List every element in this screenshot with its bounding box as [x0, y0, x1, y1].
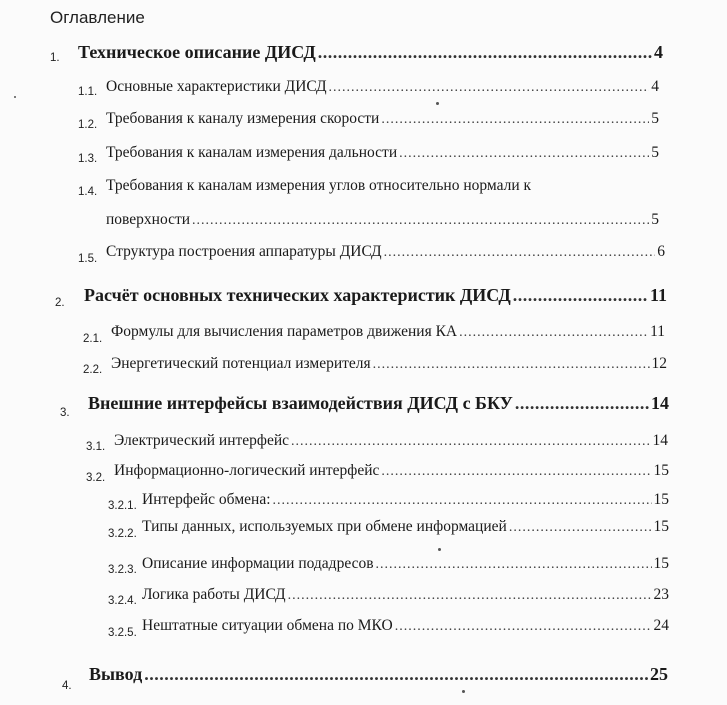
item-title: Описание информации подадресов [142, 555, 374, 572]
dot-leader [373, 357, 650, 373]
item-number: 1.2. [78, 119, 98, 131]
section-title: Вывод [89, 664, 143, 684]
page-number: 5 [651, 110, 659, 127]
section-title: Внешние интерфейсы взаимодействия ДИСД с БКУ [88, 393, 513, 413]
section-number: 3. [60, 407, 70, 419]
item-title: Интерфейс обмена: [142, 491, 271, 508]
item-title: Основные характеристики ДИСД [106, 78, 327, 95]
item-title: Структура построения аппаратуры ДИСД [106, 243, 382, 260]
item-number: 3.2.5. [108, 627, 137, 639]
item-number: 3.2.3. [108, 564, 137, 576]
scan-speck [438, 548, 441, 551]
page-number: 6 [657, 243, 665, 260]
dot-leader [376, 557, 652, 573]
page-number: 5 [651, 211, 659, 228]
page-number: 14 [651, 393, 669, 413]
page-number: 15 [653, 518, 669, 535]
section-number: 1. [50, 52, 60, 64]
item-title: Требования к каналу измерения скорости [106, 110, 380, 127]
item-title: Требования к каналам измерения дальности [106, 144, 398, 161]
page-number: 15 [653, 491, 669, 508]
scan-speck [436, 102, 439, 105]
page-number: 15 [653, 555, 669, 572]
item-number: 3.2.4. [108, 595, 137, 607]
dot-leader [291, 434, 650, 450]
page-number: 25 [650, 664, 668, 684]
dot-leader [459, 325, 648, 341]
item-number: 1.3. [78, 153, 98, 165]
dot-leader [381, 464, 651, 480]
dot-leader [192, 213, 649, 229]
item-number: 3.2.2. [108, 528, 137, 540]
dot-leader [515, 393, 649, 414]
scan-speck [462, 690, 465, 693]
item-title: Нештатные ситуации обмена по МКО [142, 617, 393, 634]
item-title: Формулы для вычисления параметров движения КА [111, 323, 458, 340]
item-title: Типы данных, используемых при обмене информацией [142, 518, 507, 535]
section-number: 2. [55, 297, 65, 309]
dot-leader [288, 588, 652, 604]
item-number: 1.1. [78, 86, 98, 98]
dot-leader [329, 80, 650, 96]
page-number: 23 [653, 586, 669, 603]
page-number: 4 [651, 78, 659, 95]
dot-leader [384, 245, 656, 261]
item-number: 3.2.1. [108, 500, 137, 512]
item-number: 2.1. [83, 333, 103, 345]
item-title: Энергетический потенциал измерителя [111, 355, 371, 372]
item-number: 2.2. [83, 364, 103, 376]
page-number: 14 [652, 432, 668, 449]
item-number: 1.5. [78, 253, 98, 265]
dot-leader [318, 42, 652, 63]
item-title-continuation: поверхности [106, 211, 191, 228]
scan-speck [14, 96, 16, 98]
section-number: 4. [62, 680, 72, 692]
page-number: 12 [651, 355, 667, 372]
dot-leader [273, 493, 652, 509]
page-number: 5 [651, 144, 659, 161]
item-title: Логика работы ДИСД [142, 586, 286, 603]
item-number: 3.2. [86, 472, 106, 484]
item-number: 1.4. [78, 186, 98, 198]
section-title: Техническое описание ДИСД [78, 42, 316, 62]
dot-leader [381, 112, 649, 128]
item-number: 3.1. [86, 441, 106, 453]
page-number: 11 [649, 285, 667, 305]
item-title: Информационно-логический интерфейс [114, 462, 380, 479]
toc-title: Оглавление [50, 8, 145, 27]
item-title: Электрический интерфейс [114, 432, 290, 449]
dot-leader [509, 520, 652, 536]
page-number: 11 [650, 323, 665, 340]
item-title: Требования к каналам измерения углов относительно нормали к [106, 177, 532, 194]
section-title: Расчёт основных технических характеристик ДИСД [84, 285, 511, 305]
page-number: 4 [654, 42, 663, 62]
dot-leader [395, 619, 652, 635]
page-number: 15 [653, 462, 669, 479]
dot-leader [399, 146, 649, 162]
dot-leader [144, 664, 648, 685]
dot-leader [513, 285, 648, 306]
page-number: 24 [653, 617, 669, 634]
